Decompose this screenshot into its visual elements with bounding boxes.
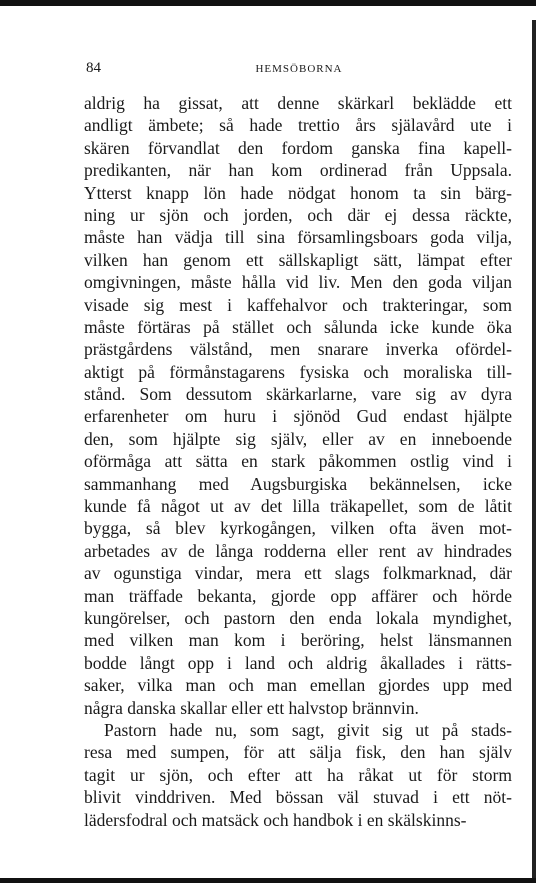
text-line: omgivningen, måste hålla vid liv. Men den goda viljan bbox=[84, 272, 512, 293]
text-line: ning ur sjön och jorden, och där ej dessa räckte, bbox=[84, 204, 512, 225]
text-line: man träffade bekanta, gjorde opp affärer och hörde bbox=[84, 585, 512, 606]
text-line: stånd. Som dessutom skärkarlarne, vare sig av dyra bbox=[84, 384, 512, 405]
text-line: aktigt på förmånstagarens fysiska och moraliska till- bbox=[84, 361, 512, 382]
scan-border-top bbox=[0, 0, 536, 6]
page-number: 84 bbox=[86, 60, 101, 76]
text-line: prästgårdens välstånd, men snarare inverka ofördel- bbox=[84, 339, 512, 360]
text-line: predikanten, när han kom ordinerad från Uppsala. bbox=[84, 160, 512, 181]
text-line: resa med sumpen, för att sälja fisk, den han själv bbox=[84, 742, 512, 763]
text-line: Ytterst knapp lön hade nödgat honom ta sin bärg- bbox=[84, 182, 512, 203]
running-head: HEMSÖBORNA bbox=[255, 63, 343, 75]
text-line: några danska skallar eller ett halvstop brännvin. bbox=[84, 697, 419, 718]
text-line: sammanhang med Augsburgiska bekännelsen, icke bbox=[84, 473, 512, 494]
text-line: den, som hjälpte sig själv, eller av en inneboende bbox=[84, 428, 512, 449]
scan-border-bottom bbox=[0, 878, 536, 883]
body-text bbox=[84, 92, 512, 831]
text-line: saker, vilka man och man emellan gjordes upp med bbox=[84, 675, 512, 696]
text-line: vilken han genom ett sällskapligt sätt, lämpat efter bbox=[84, 249, 512, 270]
text-line: arbetades av de långa rodderna eller rent av hindrades bbox=[84, 540, 512, 561]
scan-border-right bbox=[532, 20, 536, 883]
text-line: bodde långt opp i land och aldrig åkallades i rätts- bbox=[84, 652, 512, 673]
text-line: med vilken man kom i beröring, helst länsmannen bbox=[84, 630, 512, 651]
text-line: måste förtäras på stället och sålunda icke kunde öka bbox=[84, 316, 512, 337]
text-line: lädersfodral och matsäck och handbok i en skälskinns- bbox=[84, 809, 467, 830]
text-line: aldrig ha gissat, att denne skärkarl beklädde ett bbox=[84, 93, 512, 113]
text-line: måste han vädja till sina församlingsboars goda vilja, bbox=[84, 227, 512, 248]
text-line: skären förvandlat den fordom ganska fina kapell- bbox=[84, 137, 512, 158]
text-line: andligt ämbete; så hade trettio års själavård ute i bbox=[84, 115, 512, 136]
text-line: av ogunstiga vindar, mera ett slags folkmarknad, där bbox=[84, 563, 512, 584]
text-line: erfarenheter om huru i sjönöd Gud endast hjälpte bbox=[84, 406, 512, 427]
text-line: tagit ur sjön, och efter att ha råkat ut för storm bbox=[84, 764, 512, 785]
text-line: kungörelser, och pastorn den enda lokala myndighet, bbox=[84, 607, 512, 628]
text-line: Pastorn hade nu, som sagt, givit sig ut på stads- bbox=[104, 719, 512, 740]
text-line: blivit vinddriven. Med bössan väl stuvad i ett nöt- bbox=[84, 787, 512, 808]
page-header bbox=[86, 60, 512, 80]
text-line: bygga, så blev kyrkogången, vilken ofta även mot- bbox=[84, 518, 512, 539]
text-line: oförmåga att sätta en stark påkommen ostlig vind i bbox=[84, 451, 512, 472]
text-line: visade sig mest i kaffehalvor och trakteringar, som bbox=[84, 294, 512, 315]
text-line: kunde få något ut av det lilla träkapellet, som de låtit bbox=[84, 496, 512, 517]
